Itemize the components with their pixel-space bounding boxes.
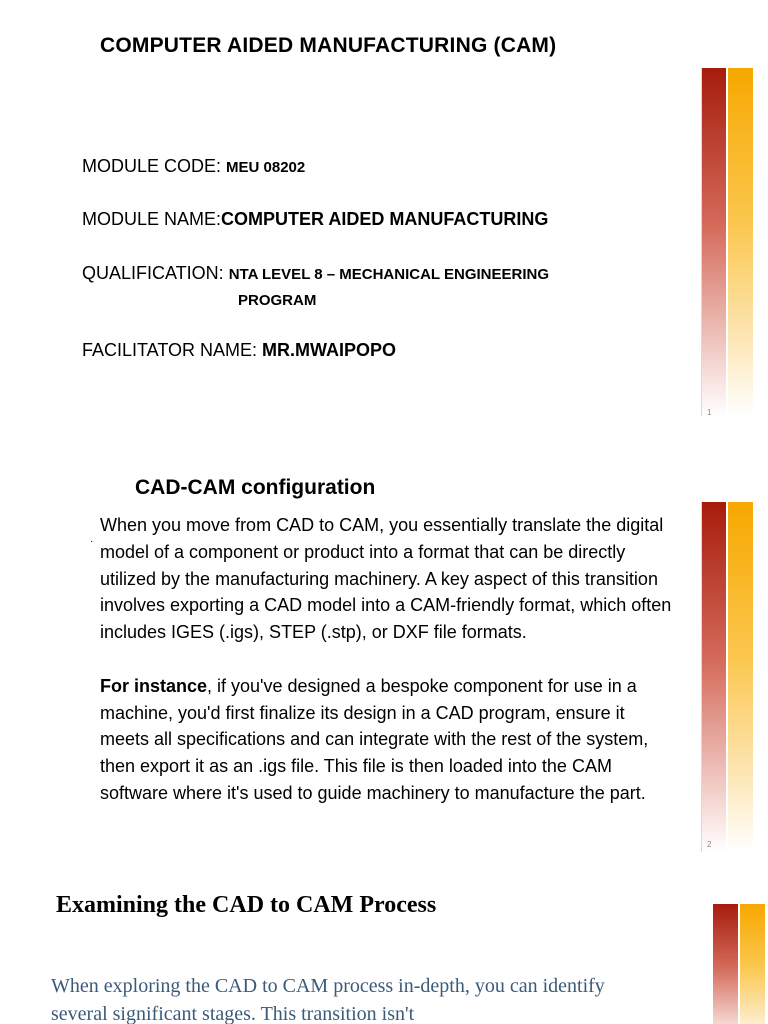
slide-1	[0, 0, 768, 432]
paragraph-2-text: , if you've designed a bespoke component for use in a machine, you'd first finalize its design in a CAD program, ensure it meets all specifications and can integrate with the rest of the system, then export it as an .igs file. This file is then loaded into the CAM software where it's used to guide machinery to manufacture the part.	[100, 675, 649, 803]
facilitator-label: FACILITATOR NAME:	[82, 340, 263, 360]
slide-title: COMPUTER AIDED MANUFACTURING (CAM)	[100, 34, 557, 57]
page-number: 1	[707, 408, 712, 417]
accent-bar-orange	[728, 68, 753, 416]
page-number: 2	[707, 840, 712, 849]
slide-title: Examining the CAD to CAM Process	[56, 892, 437, 918]
facilitator-row	[82, 340, 396, 361]
qualification-value-line2: PROGRAM	[238, 292, 317, 309]
slide-body	[100, 512, 675, 807]
module-name-value: COMPUTER AIDED MANUFACTURING	[221, 209, 549, 229]
paragraph-1: When you move from CAD to CAM, you essentially translate the digital model of a component or product into a format that can be directly utilized by the manufacturing machinery. A key aspect of this transition involves exporting a CAD model into a CAM-friendly format, which often includes IGES (.igs), STEP (.stp), or DXF file formats.	[100, 515, 672, 643]
accent-bar-orange	[740, 904, 765, 1024]
accent-bar-red	[701, 502, 726, 852]
paragraph-2	[100, 673, 675, 807]
accent-bar-red	[713, 904, 738, 1024]
module-code-label: MODULE CODE:	[82, 156, 227, 176]
slide-title: CAD-CAM configuration	[135, 476, 376, 499]
accent-divider	[701, 502, 702, 852]
paragraph-2-lead: For instance	[100, 675, 208, 696]
module-name-label: MODULE NAME:	[82, 209, 222, 229]
qualification-value-line1: NTA LEVEL 8 – MECHANICAL ENGINEERING	[228, 266, 550, 283]
module-code-value: MEU 08202	[226, 159, 306, 176]
accent-bar-red	[701, 68, 726, 416]
accent-divider	[701, 68, 702, 416]
slide-2	[0, 432, 768, 864]
slide-body: When exploring the CAD to CAM process in-depth, you can identify several significant stages. This transition isn't	[51, 975, 605, 1024]
slide-3	[0, 864, 768, 1024]
bullet-marker: ·	[90, 536, 94, 547]
accent-bar-orange	[728, 502, 753, 852]
module-code-row	[82, 156, 305, 177]
module-name-row	[82, 209, 548, 230]
facilitator-value: MR.MWAIPOPO	[262, 340, 397, 360]
qualification-row-2	[238, 289, 316, 310]
qualification-label: QUALIFICATION:	[82, 263, 229, 283]
qualification-row	[82, 263, 549, 284]
